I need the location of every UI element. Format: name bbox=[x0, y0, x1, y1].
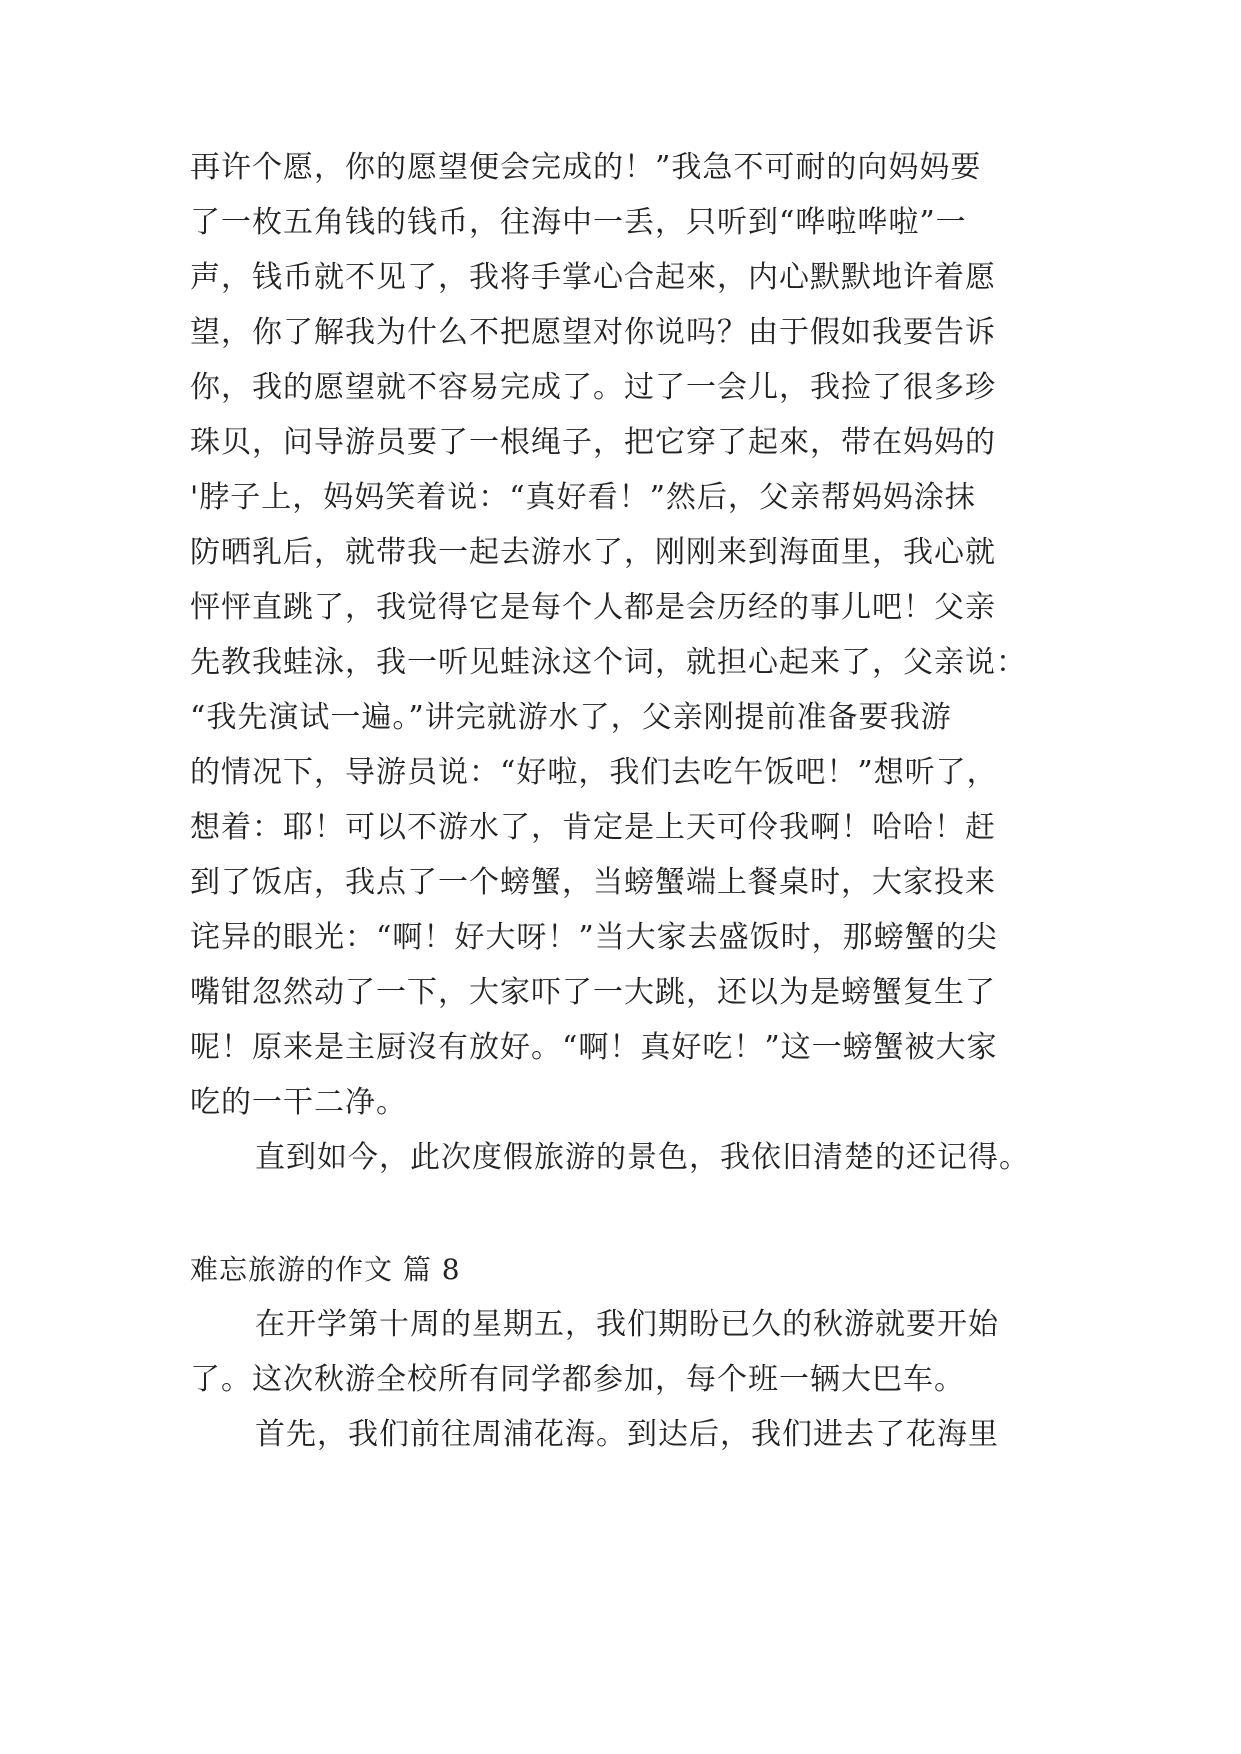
text-line: 你，我的愿望就不容易完成了。过了一会儿，我捡了很多珍 bbox=[190, 370, 996, 405]
paragraph-first-line: 首先，我们前往周浦花海。到达后，我们进去了花海里 bbox=[255, 1417, 999, 1452]
text-line: 了一枚五角钱的钱币，往海中一丢，只听到“哗啦哗啦”一 bbox=[190, 205, 967, 240]
text-line: 先教我蛙泳，我一听见蛙泳这个词，就担心起来了，父亲说： bbox=[190, 645, 1027, 680]
text-line: 声，钱币就不见了，我将手掌心合起來，内心默默地许着愿 bbox=[190, 260, 996, 295]
paragraph-first-line: 直到如今，此次度假旅游的景色，我依旧清楚的还记得。 bbox=[255, 1140, 1030, 1175]
text-line: 诧异的眼光：“啊！好大呀！”当大家去盛饭时，那螃蟹的尖 bbox=[190, 920, 998, 955]
text-line: 珠贝，问导游员要了一根绳子，把它穿了起來，带在妈妈的 bbox=[190, 425, 996, 460]
text-line: 望，你了解我为什么不把愿望对你说吗？由于假如我要告诉 bbox=[190, 315, 996, 350]
text-line: 到了饭店，我点了一个螃蟹，当螃蟹端上餐桌时，大家投来 bbox=[190, 865, 996, 900]
text-line: 吃的一干二净。 bbox=[190, 1085, 407, 1120]
text-line: 想着：耶！可以不游水了，肯定是上天可伶我啊！哈哈！赶 bbox=[190, 810, 996, 845]
text-line: 防晒乳后，就带我一起去游水了，刚刚来到海面里，我心就 bbox=[190, 535, 996, 570]
section-heading: 难忘旅游的作文 篇 8 bbox=[190, 1253, 461, 1286]
text-line: 怦怦直跳了，我觉得它是每个人都是会历经的事儿吧！父亲 bbox=[190, 590, 996, 625]
text-line: 呢！原来是主厨沒有放好。“啊！真好吃！”这一螃蟹被大家 bbox=[190, 1030, 998, 1065]
text-line: 了。这次秋游全校所有同学都参加，每个班一辆大巴车。 bbox=[190, 1362, 965, 1397]
paragraph-first-line: 在开学第十周的星期五，我们期盼已久的秋游就要开始 bbox=[255, 1307, 999, 1342]
text-line: 嘴钳忽然动了一下，大家吓了一大跳，还以为是螃蟹复生了 bbox=[190, 975, 996, 1010]
text-line: 的情况下，导游员说：“好啦，我们去吃午饭吧！”想听了， bbox=[190, 755, 998, 790]
text-line: 再许个愿，你的愿望便会完成的！”我急不可耐的向妈妈要 bbox=[190, 150, 982, 185]
text-line: “我先演试一遍。”讲完就游水了，父亲刚提前准备要我游 bbox=[190, 700, 952, 735]
text-line: '脖子上，妈妈笑着说：“真好看！”然后，父亲帮妈妈涂抹 bbox=[190, 480, 976, 515]
